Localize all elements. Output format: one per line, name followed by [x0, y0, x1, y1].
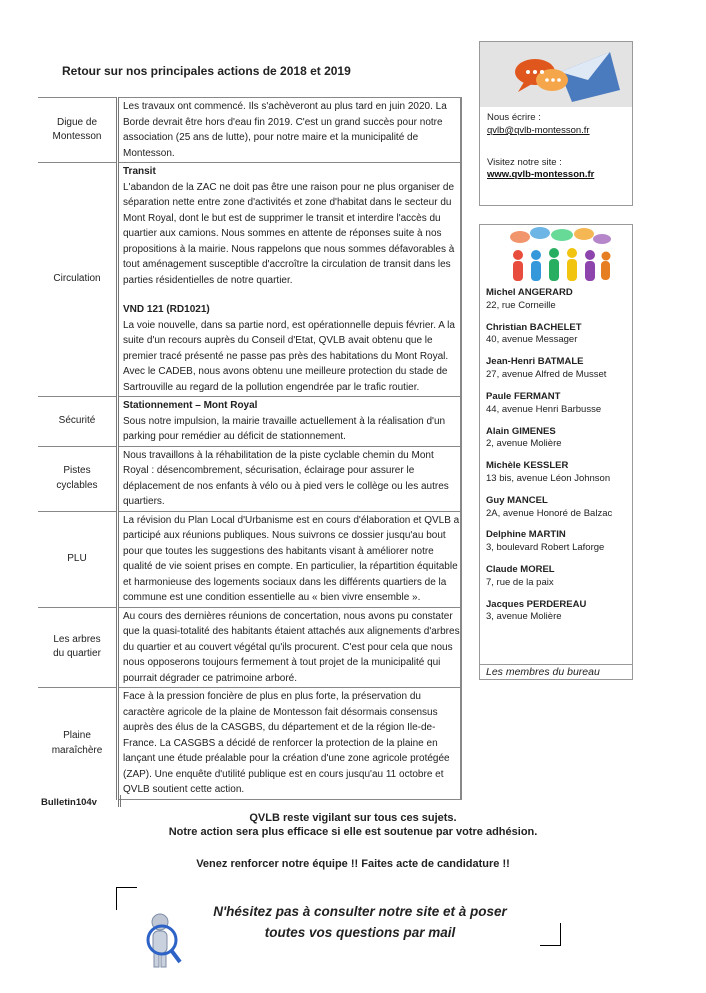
row-label: Pistes cyclables: [38, 446, 118, 511]
list-item: Michèle KESSLER 13 bis, avenue Léon Johnson: [486, 460, 611, 484]
list-item: Jean-Henri BATMALE 27, avenue Alfred de Musset: [486, 356, 607, 381]
row-text: La révision du Plan Local d'Urbanisme est en cours d'élaboration et QVLB a participé aux réunions publiques. Nous suivrons ce dossier jusqu'au bout pour que toutes les suggestions des habitants visant à améliorer notre qualité de vie soient prises en compte. En particulier, la répartition équitable et harmonieuse des logements sociaux dans les différents quartiers de la commune est une condition essentielle au « bien vivre ensemble ».: [118, 511, 462, 607]
row-label: Les arbres du quartier: [38, 607, 118, 688]
list-item: Alain GIMENES 2, avenue Molière: [486, 425, 562, 450]
list-item: Paule FERMANT 44, avenue Henri Barbusse: [486, 390, 602, 415]
bulletin-ref: Bulletin104v: [41, 797, 97, 808]
list-item: Jacques PERDEREAU 3, avenue Molière: [486, 598, 587, 623]
table-row: [38, 511, 461, 607]
row-subtitle: Stationnement – Mont Royal: [123, 400, 258, 411]
table-row: [38, 446, 461, 511]
table-row: [38, 98, 461, 163]
corner-mark: [116, 887, 137, 910]
row-text: Les travaux ont commencé. Ils s'achèveront au plus tard en juin 2020. La Borde devrait être hors d'eau fin 2019. C'est un grand succès pour notre association (25 ans de lutte), pour notre maire et la municipalité de Montesson.: [118, 98, 462, 163]
row-text: Au cours des dernières réunions de concertation, nous avons pu constater que la quasi-totalité des habitants étaient attachés aux alignements d'arbres du quartier et au couvert végétal qu'ils procurent. C'est pour cela que nous nous opposerons toujours fermement à tout projet de la municipalité qui pourrait dégrader ce patrimoine arboré.: [118, 607, 462, 688]
list-item: Guy MANCEL 2A, avenue Honoré de Balzac: [486, 494, 613, 519]
row-label: Sécurité: [38, 397, 118, 447]
row-subtitle: Transit: [123, 166, 156, 177]
table-row: [38, 163, 461, 397]
members-list: [486, 287, 612, 633]
write-label: Nous écrire :: [487, 112, 541, 123]
row-label: Digue de Montesson: [38, 98, 118, 163]
people-illustration-icon: [480, 225, 632, 285]
list-item: Michel ANGERARD 22, rue Corneille: [486, 287, 573, 311]
list-item: Delphine MARTIN 3, boulevard Robert Laforge: [486, 529, 605, 554]
final-message: N'hésitez pas à consulter notre site et à poser toutes vos questions par mail: [213, 904, 507, 940]
closing-line: Notre action sera plus efficace si elle est soutenue par votre adhésion.: [168, 826, 538, 838]
table-row: [38, 688, 461, 800]
actions-table: [38, 97, 462, 800]
contact-box: [479, 41, 633, 206]
page-title: Retour sur nos principales actions de 2018 et 2019: [62, 64, 351, 78]
email-link[interactable]: qvlb@qvlb-montesson.fr: [487, 124, 590, 136]
row-text: Nous travaillons à la réhabilitation de la piste cyclable chemin du Mont Royal : désencombrement, sécurisation, éclairage pour assurer le déplacement de nos enfants à vélo ou à pied vers le collège ou les autres quartiers.: [118, 446, 462, 511]
row-label: Circulation: [38, 163, 118, 397]
row-label: Plaine maraîchère: [38, 688, 118, 800]
visit-label: Visitez notre site :: [487, 156, 562, 168]
row-label: PLU: [38, 511, 118, 607]
row-text: Stationnement – Mont Royal Sous notre impulsion, la mairie travaille actuellement à la réalisation d'un parking pour remédier au déficit de stationnement.: [118, 397, 462, 447]
list-item: Christian BACHELET 40, avenue Messager: [486, 321, 582, 346]
members-caption: Les membres du bureau: [480, 664, 632, 679]
closing-line: Venez renforcer notre équipe !! Faites acte de candidature !!: [196, 858, 510, 870]
members-box: [479, 224, 633, 680]
chat-envelope-icon: [480, 42, 632, 107]
closing-line: QVLB reste vigilant sur tous ces sujets.: [249, 812, 457, 824]
row-subtitle: VND 121 (RD1021): [123, 304, 210, 315]
table-row: [38, 607, 461, 688]
list-item: Claude MOREL 7, rue de la paix: [486, 564, 555, 588]
table-row: [38, 397, 461, 447]
row-text: Transit L'abandon de la ZAC ne doit pas être une raison pour ne plus organiser de séparation nette entre zone d'activités et zone d'habitat dans le secteur du Mont Royal, dont le but est de supprimer le transit et interdire l'accès du quartier aux camions. Nous sommes en attente de réponses suite à nos propositions à la mairie. Nous rappelons que nous sommes défavorables à tout aménagement susceptible d'accroître la circulation de transit dans les parties résidentielles de notre quartier. VND 121 (RD1021) La voie nouvelle, dans sa partie nord, est opérationnelle depuis février. A la suite d'un recours auprès du Conseil d'Etat, QVLB avait obtenu que le premier tracé présenté ne passe pas près des habitations du Mont Royal. Avec le CADEB, nous avons obtenu une meilleure protection du stade de Sartrouville au regard de la pollution engendrée par le trafic routier.: [118, 163, 462, 397]
row-text: Face à la pression foncière de plus en plus forte, la préservation du caractère agricole de la plaine de Montesson fait désormais consensus auprès des élus de la CASGBS, du département et de la région Ile-de-France. La CASGBS a décidé de renforcer la protection de la plaine en lançant une étude préalable pour la création d'une zone agricole protégée (ZAP). Une enquête d'utilité publique est en cours jusqu'au 11 octobre et QVLB soutient cette action.: [118, 688, 462, 800]
divider: [118, 795, 123, 807]
website-link[interactable]: www.qvlb-montesson.fr: [487, 169, 595, 181]
